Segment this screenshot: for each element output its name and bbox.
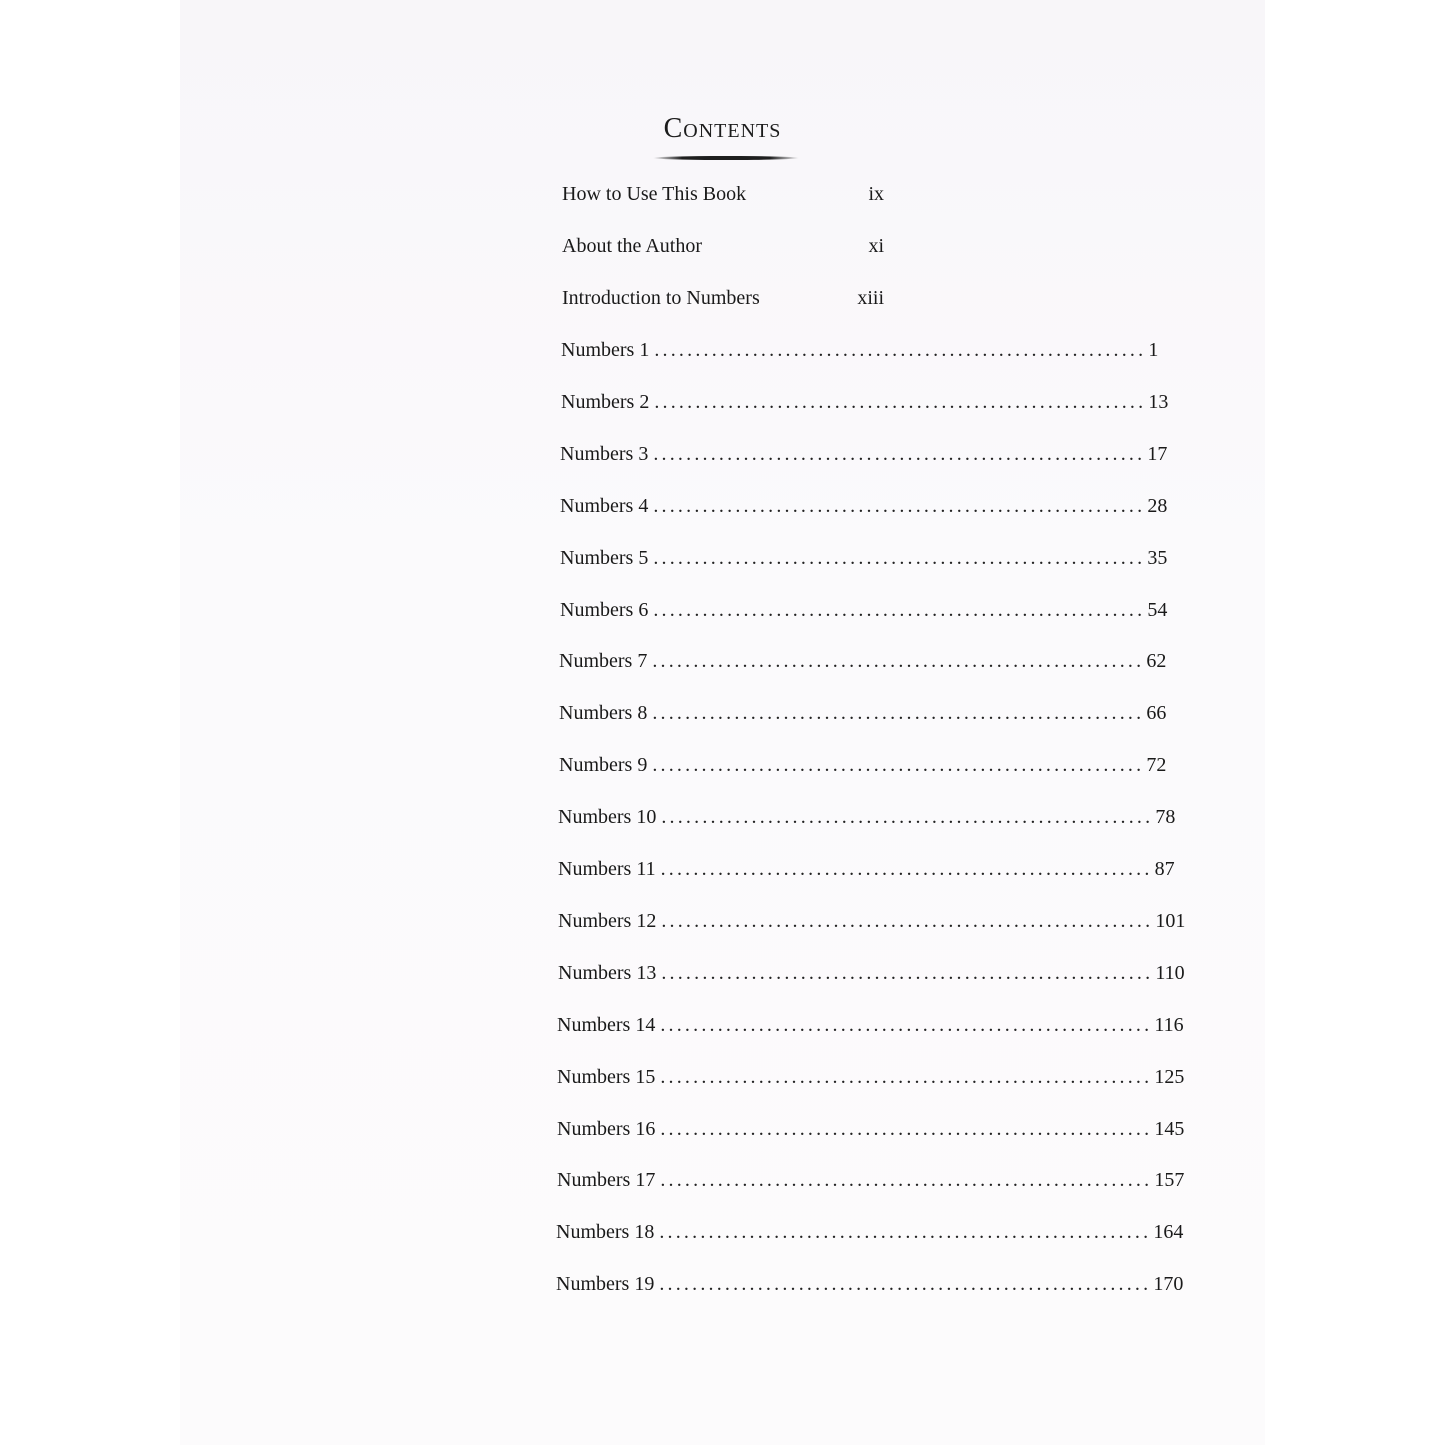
toc-chapter-entry	[556, 1273, 1184, 1296]
toc-entry-label: Numbers 12	[558, 910, 657, 932]
toc-page-number: 170	[1153, 1273, 1184, 1295]
toc-front-matter-entry	[562, 287, 884, 310]
dot-leader: ............................................................	[660, 1014, 1153, 1036]
toc-chapter-entry	[558, 858, 1175, 881]
dot-leader: ............................................................	[660, 1169, 1153, 1191]
dot-leader: ............................................................	[661, 806, 1154, 828]
toc-page-number: xi	[868, 235, 884, 257]
toc-page-number: 116	[1154, 1014, 1184, 1036]
toc-entry-label: Numbers 7	[559, 650, 648, 672]
dot-leader: ............................................................	[653, 443, 1146, 465]
dot-leader: ............................................................	[652, 754, 1145, 776]
toc-entry-label: Numbers 3	[560, 443, 649, 465]
toc-page-number: 28	[1147, 495, 1168, 517]
toc-page-number: 125	[1154, 1066, 1185, 1088]
dot-leader: ............................................................	[660, 858, 1153, 880]
toc-entry-label: Numbers 1	[561, 339, 650, 361]
toc-page-number: 78	[1155, 806, 1176, 828]
toc-chapter-entry	[558, 806, 1176, 829]
toc-entry-label: Introduction to Numbers	[562, 287, 760, 309]
toc-chapter-entry	[561, 339, 1159, 362]
dot-leader: ............................................................	[660, 1118, 1153, 1140]
toc-entry-label: Numbers 11	[558, 858, 656, 880]
toc-page-number: 110	[1155, 962, 1185, 984]
toc-chapter-entry	[557, 1118, 1185, 1141]
toc-entry-label: Numbers 18	[556, 1221, 655, 1243]
toc-page-number: 145	[1154, 1118, 1185, 1140]
dot-leader: ............................................................	[659, 1273, 1152, 1295]
toc-chapter-entry	[561, 391, 1169, 414]
dot-leader: ............................................................	[660, 1066, 1153, 1088]
toc-chapter-entry	[559, 754, 1167, 777]
toc-chapter-entry	[558, 962, 1185, 985]
toc-entry-label: Numbers 2	[561, 391, 650, 413]
toc-front-matter-entry	[562, 235, 884, 258]
toc-chapter-entry	[560, 599, 1168, 622]
toc-chapter-entry	[560, 547, 1168, 570]
toc-page-number: 87	[1154, 858, 1175, 880]
dot-leader: ............................................................	[653, 599, 1146, 621]
toc-chapter-entry	[559, 702, 1167, 725]
toc-entry-label: Numbers 8	[559, 702, 648, 724]
toc-entry-label: Numbers 15	[557, 1066, 656, 1088]
toc-entry-label: Numbers 6	[560, 599, 649, 621]
contents-heading: Contents	[663, 113, 782, 144]
toc-page-number: 1	[1148, 339, 1159, 361]
toc-page-number: 17	[1147, 443, 1168, 465]
dot-leader: ............................................................	[659, 1221, 1152, 1243]
toc-page-number: 164	[1153, 1221, 1184, 1243]
toc-entry-label: Numbers 14	[557, 1014, 656, 1036]
toc-page-number: 35	[1147, 547, 1168, 569]
toc-chapter-entry	[560, 443, 1168, 466]
toc-page-number: 72	[1146, 754, 1167, 776]
toc-entry-label: Numbers 16	[557, 1118, 656, 1140]
toc-entry-label: How to Use This Book	[562, 183, 747, 205]
toc-chapter-entry	[557, 1169, 1185, 1192]
dot-leader: ............................................................	[652, 702, 1145, 724]
toc-page-number: 101	[1155, 910, 1186, 932]
toc-entry-label: Numbers 9	[559, 754, 648, 776]
toc-page-number: 54	[1147, 599, 1168, 621]
dot-leader: ............................................................	[653, 495, 1146, 517]
toc-entry-label: Numbers 19	[556, 1273, 655, 1295]
toc-page-number: 62	[1146, 650, 1167, 672]
toc-page-number: 13	[1148, 391, 1169, 413]
toc-entry-label: Numbers 17	[557, 1169, 656, 1191]
toc-page-number: 157	[1154, 1169, 1185, 1191]
toc-page-number: ix	[868, 183, 884, 205]
toc-chapter-entry	[557, 1066, 1185, 1089]
dot-leader: ............................................................	[654, 391, 1147, 413]
toc-entry-label: Numbers 13	[558, 962, 657, 984]
dot-leader: ............................................................	[661, 962, 1154, 984]
toc-chapter-entry	[559, 650, 1167, 673]
toc-entry-label: Numbers 10	[558, 806, 657, 828]
toc-front-matter-entry	[562, 183, 884, 206]
toc-chapter-entry	[556, 1221, 1184, 1244]
toc-entry-label: Numbers 4	[560, 495, 649, 517]
toc-page-number: 66	[1146, 702, 1167, 724]
dot-leader: ............................................................	[654, 339, 1147, 361]
dot-leader: ............................................................	[652, 650, 1145, 672]
dot-leader: ............................................................	[661, 910, 1154, 932]
toc-chapter-entry	[558, 910, 1186, 933]
toc-entry-label: About the Author	[562, 235, 702, 257]
toc-page-number: xiii	[857, 287, 884, 309]
toc-chapter-entry	[557, 1014, 1184, 1037]
dot-leader: ............................................................	[653, 547, 1146, 569]
toc-entry-label: Numbers 5	[560, 547, 649, 569]
toc-chapter-entry	[560, 495, 1168, 518]
